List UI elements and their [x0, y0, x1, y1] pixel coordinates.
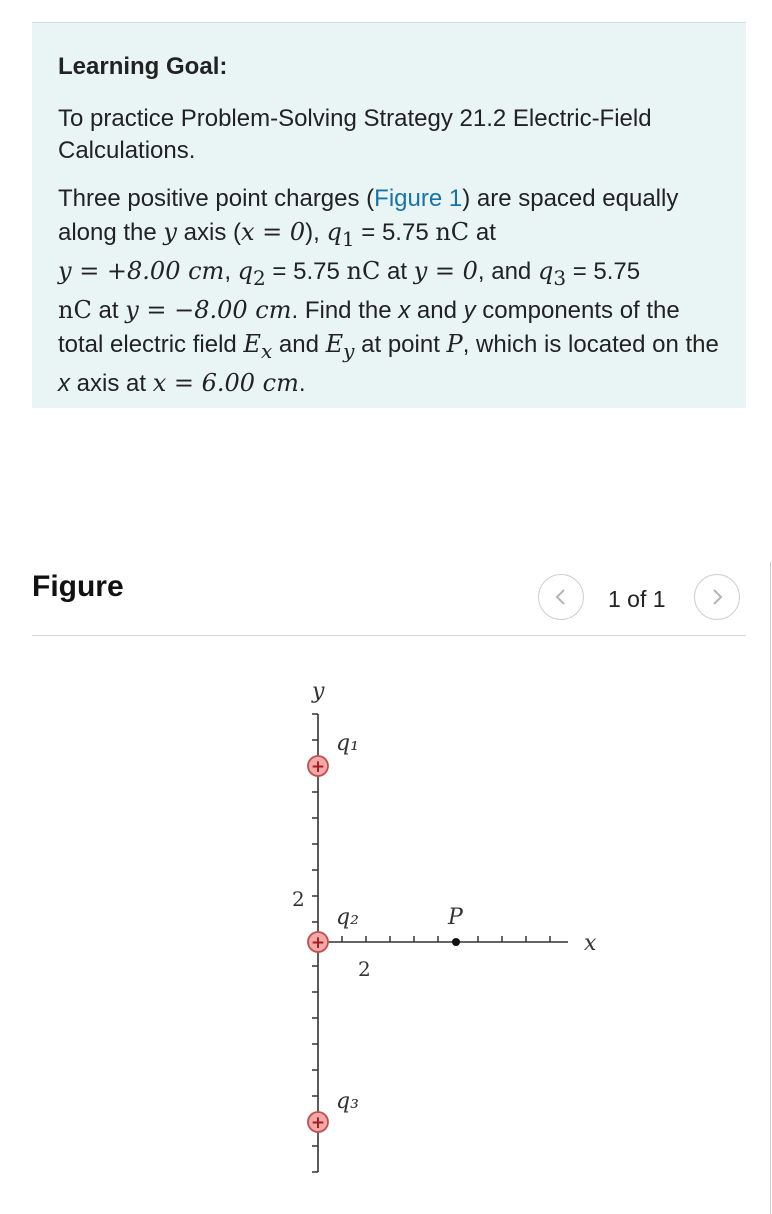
charge-q1: [308, 756, 328, 777]
q3-label: q₃: [336, 1089, 359, 1114]
learning-goal-panel: [32, 22, 746, 408]
previous-figure-button[interactable]: [538, 574, 584, 620]
svg-text:+: +: [310, 757, 326, 777]
figure-counter: 1 of 1: [608, 586, 666, 612]
learning-goal-intro: To practice Problem-Solving Strategy 21.2 Electric-Field Calculations.: [58, 105, 652, 164]
svg-text:+: +: [310, 1113, 326, 1133]
point-p-marker: [452, 938, 460, 946]
charge-q3: [308, 1112, 328, 1133]
charge-diagram: [0, 640, 772, 1214]
point-p-label: P: [448, 905, 463, 930]
svg-text:+: +: [310, 933, 326, 953]
q2-label: q₂: [336, 905, 359, 930]
chevron-right-icon: [709, 587, 725, 607]
chevron-left-icon: [553, 587, 569, 607]
q1-label: q₁: [336, 731, 359, 756]
figure-title: Figure: [32, 570, 124, 603]
x-axis-ticks: [342, 936, 550, 942]
x-tick-label: 2: [358, 957, 371, 981]
problem-statement: Three positive point charges (Figure 1) are spaced equally along the y axis (x = 0), $q_1 = 5.75$ nC at y = +8.00 cm, $q_2 = 5.75$ nC at y = 0, and $q_3 = 5.75$ nC at y = −8.00 cm. Find the x and y components of the total electric field $E_x$ and $E_y$ at point P, which is located on the x axis at x = 6.00 cm.: [58, 185, 719, 397]
y-axis-label: y: [312, 679, 325, 704]
next-figure-button[interactable]: [694, 574, 740, 620]
figure-link[interactable]: Figure 1: [374, 185, 463, 212]
figure-header: [32, 568, 746, 636]
x-axis-label: x: [584, 931, 597, 956]
learning-goal-title: Learning Goal:: [58, 53, 228, 80]
y-tick-label: 2: [292, 887, 305, 911]
charge-q2: [308, 932, 328, 953]
